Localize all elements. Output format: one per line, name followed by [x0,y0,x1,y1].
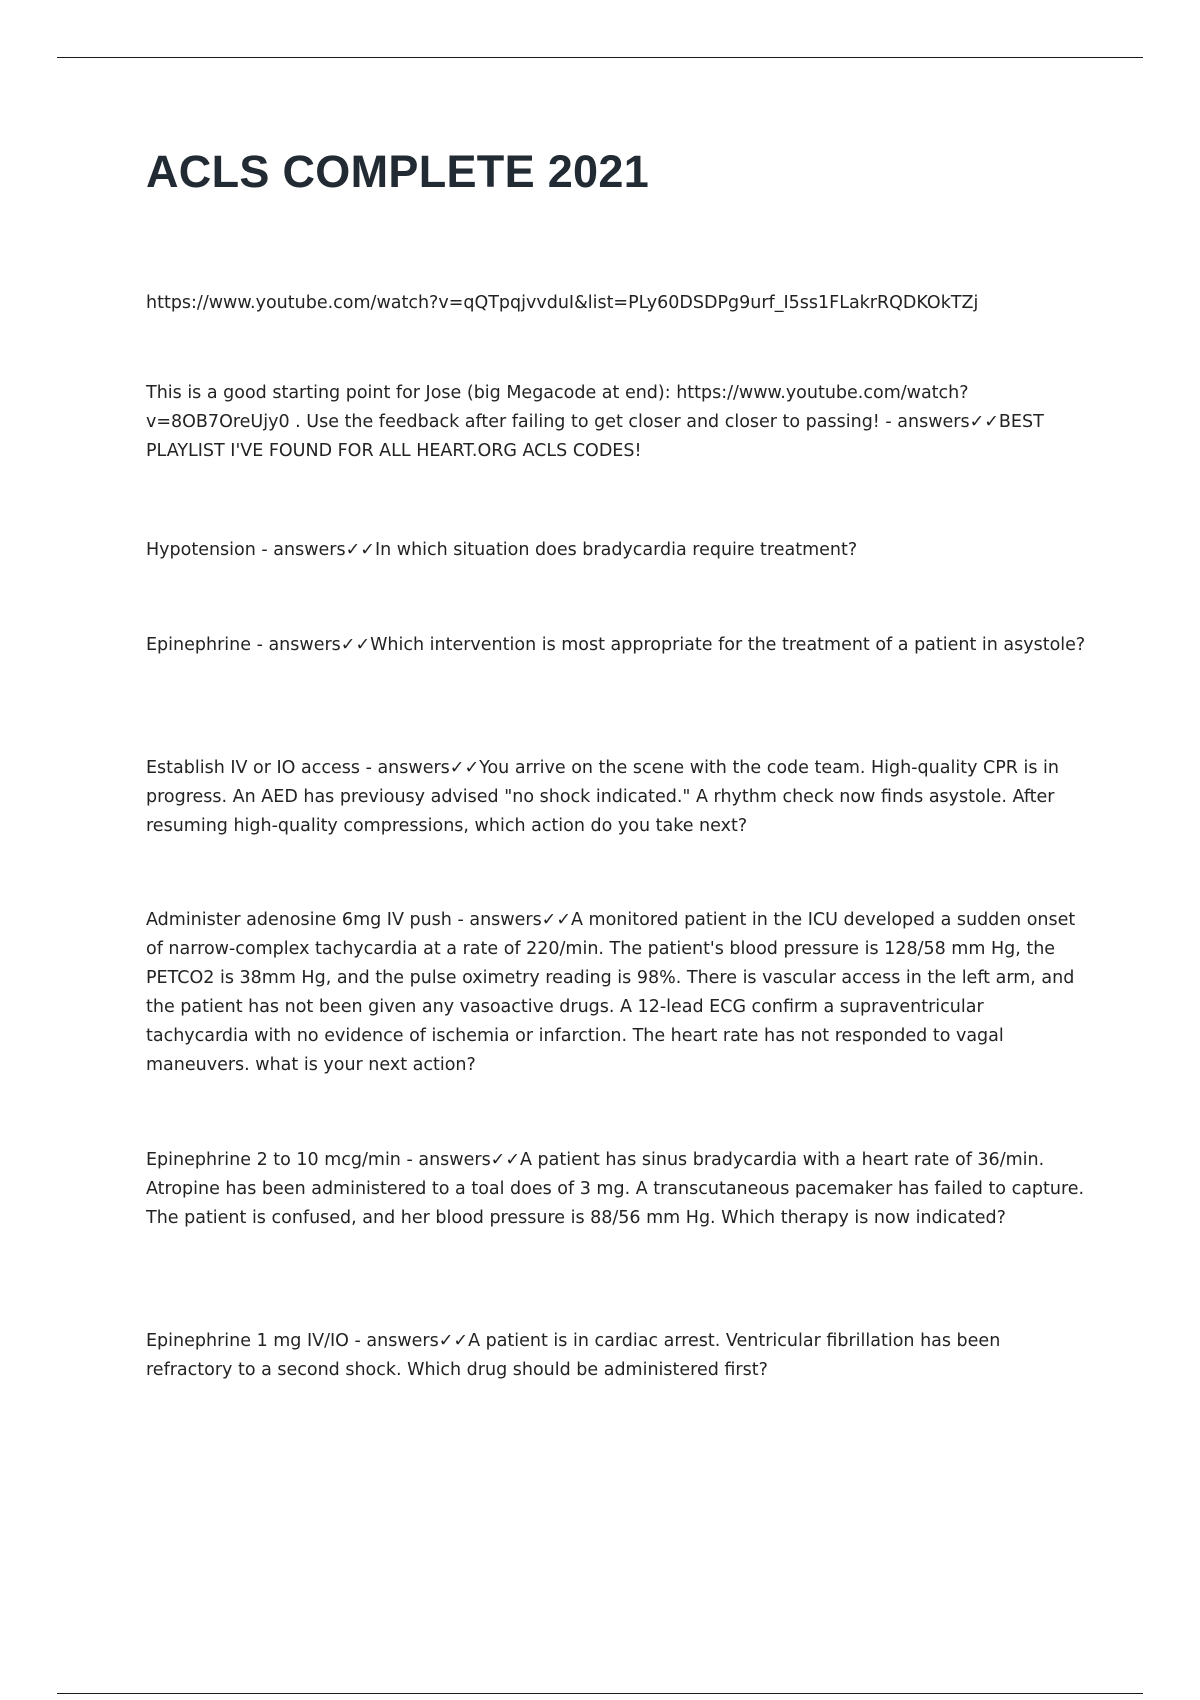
answer-text: This is a good starting point for Jose (big Megacode at end): https://www.youtube.com/watch?v=8OB7OreUjy0 . Use the feedback after failing to get closer and closer to passing! - [146,383,969,432]
document-title: ACLS COMPLETE 2021 [146,146,650,197]
answer-marker: answers✓✓ [273,540,375,560]
qa-item [146,379,1086,466]
qa-item [146,906,1086,1080]
answer-text: Epinephrine 1 mg IV/IO - [146,1331,366,1351]
answer-text: Establish IV or IO access - [146,758,377,778]
answer-marker: answers✓✓ [268,635,371,655]
question-text: A patient is in cardiac arrest. Ventricular fibrillation has been refractory to a second shock. Which drug should be administered first? [146,1331,1001,1380]
qa-item [146,1146,1086,1233]
question-text: You arrive on the scene with the code team. High-quality CPR is in progress. An AED has previousy advised "no shock indicated." A rhythm check now finds asystole. After resuming high-quality compressions, which action do you take next? [146,758,1059,836]
question-text: A patient has sinus bradycardia with a heart rate of 36/min. Atropine has been administered to a toal does of 3 mg. A transcutaneous pacemaker has failed to capture. The patient is confused, and her blood pressure is 88/56 mm Hg. Which therapy is now indicated? [146,1150,1085,1228]
qa-item [146,754,1086,841]
qa-item [146,631,1086,660]
playlist-link[interactable]: https://www.youtube.com/watch?v=qQTpqjvvduI&list=PLy60DSDPg9urf_I5ss1FLakrRQDKOkTZj [146,293,979,313]
answer-marker: answers✓✓ [897,412,999,432]
question-text: Which intervention is most appropriate for the treatment of a patient in asystole? [370,635,1086,655]
answer-marker: answers✓✓ [366,1331,469,1351]
answer-text: Hypotension - [146,540,273,560]
top-rule [57,57,1143,58]
answer-text: Administer adenosine 6mg IV push - [146,910,469,930]
question-text: BEST PLAYLIST I'VE FOUND FOR ALL HEART.ORG ACLS CODES! [146,412,1044,461]
qa-item [146,1327,1086,1385]
answer-marker: answers✓✓ [377,758,480,778]
qa-item [146,536,1086,565]
answer-text: Epinephrine 2 to 10 mcg/min - [146,1150,418,1170]
question-text: A monitored patient in the ICU developed a sudden onset of narrow-complex tachycardia at a rate of 220/min. The patient's blood pressure is 128/58 mm Hg, the PETCO2 is 38mm Hg, and the pulse oximetry reading is 98%. There is vascular access in the left arm, and the patient has not been given any vasoactive drugs. A 12-lead ECG confirm a supraventricular tachycardia with no evidence of ischemia or infarction. The heart rate has not responded to vagal maneuvers. what is your next action? [146,910,1076,1075]
answer-text: Epinephrine - [146,635,268,655]
bottom-rule [57,1693,1143,1694]
answer-marker: answers✓✓ [418,1150,521,1170]
answer-marker: answers✓✓ [469,910,572,930]
question-text: In which situation does bradycardia require treatment? [374,540,858,560]
